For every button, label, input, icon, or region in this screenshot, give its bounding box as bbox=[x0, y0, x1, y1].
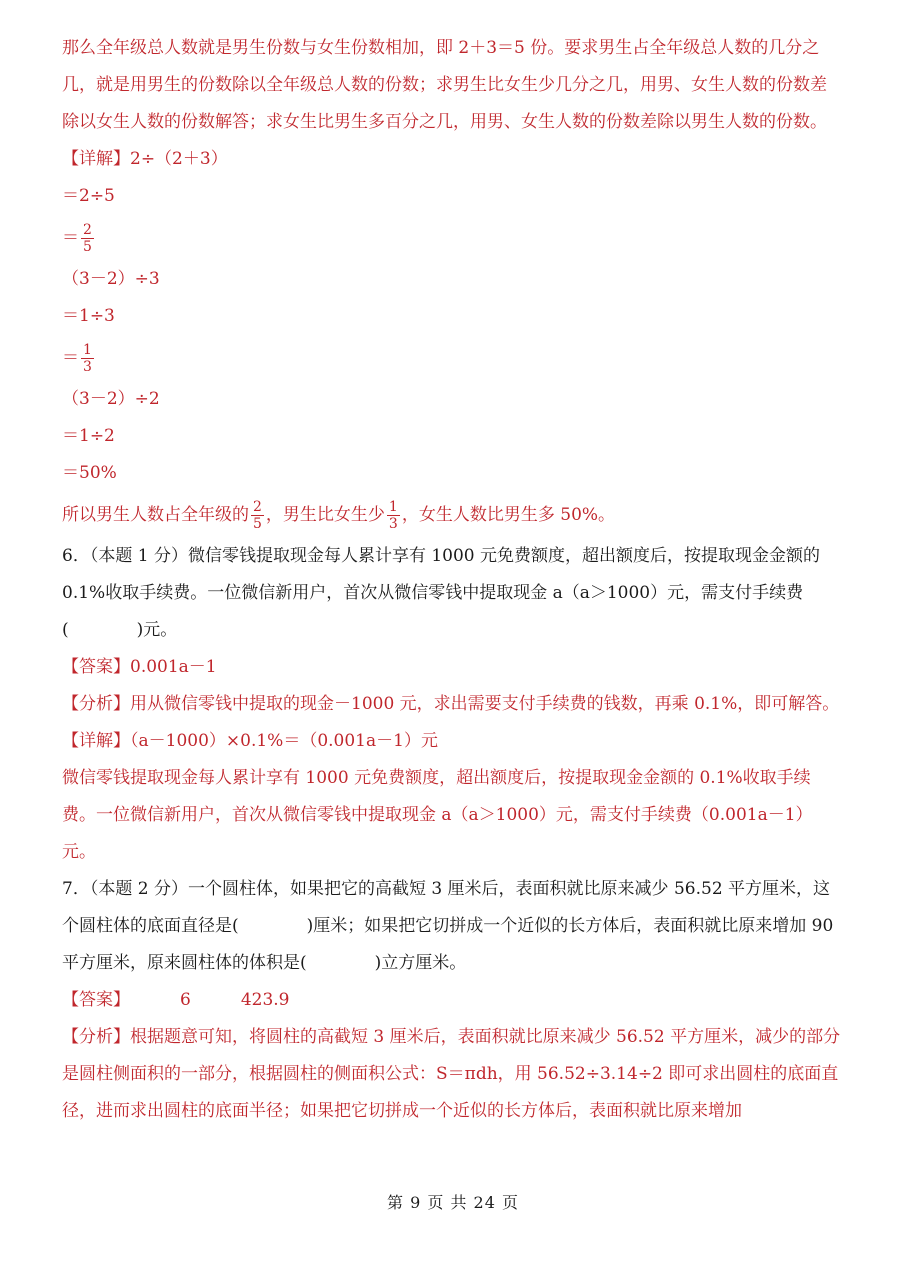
equals-sign: ＝ bbox=[62, 227, 79, 248]
numerator: 1 bbox=[83, 341, 92, 358]
q6-question: 6．（本题 1 分）微信零钱提取现金每人累计享有 1000 元免费额度，超出额度后，按提取现金金额的 0.1%收取手续费。一位微信新用户，首次从微信零钱中提取现金 a（a＞1000）元，需支付手续费( )元。 bbox=[62, 546, 821, 640]
conclusion-part: ，男生比女生少 bbox=[265, 504, 385, 525]
detail-expression: （a－1000）×0.1%＝（0.001a－1）元 bbox=[130, 731, 438, 751]
q6-answer-line bbox=[62, 649, 842, 686]
denominator: 5 bbox=[253, 515, 262, 532]
fraction-1-3 bbox=[81, 342, 94, 375]
detail-tag: 【详解】 bbox=[62, 731, 130, 751]
q7-answer-line bbox=[62, 982, 842, 1019]
denominator: 5 bbox=[83, 238, 92, 255]
q5-detail-line bbox=[62, 141, 842, 178]
analysis-tag: 【分析】 bbox=[62, 1027, 130, 1047]
denominator: 3 bbox=[83, 358, 92, 375]
q5-step: ＝1÷2 bbox=[62, 426, 115, 446]
q7-analysis bbox=[62, 1019, 842, 1130]
numerator: 2 bbox=[253, 498, 262, 515]
q5-step-fraction bbox=[62, 335, 842, 381]
q6-analysis bbox=[62, 686, 842, 723]
analysis-text: 根据题意可知，将圆柱的高截短 3 厘米后，表面积就比原来减少 56.52 平方厘米，减少的部分是圆柱侧面积的一部分，根据圆柱的侧面积公式：S＝πdh，用 56.52÷3.14÷2 即可求出圆柱的底面直径，进而求出圆柱的底面半径；如果把它切拼成一个近似的长方体后，表面积就比原来增加 bbox=[62, 1027, 841, 1121]
numerator: 1 bbox=[388, 498, 398, 515]
answer-value-2: 423.9 bbox=[240, 990, 290, 1010]
q6-detail-line bbox=[62, 723, 842, 760]
analysis-tag: 【分析】 bbox=[62, 694, 130, 714]
detail-expression: 2÷（2＋3） bbox=[130, 149, 228, 169]
fraction-1-3 bbox=[387, 499, 400, 532]
q5-step: ＝1÷3 bbox=[62, 306, 115, 326]
q5-step: （3－2）÷3 bbox=[62, 269, 160, 289]
page-footer: 第 9 页 共 24 页 bbox=[387, 1193, 519, 1212]
analysis-text: 用从微信零钱中提取的现金－1000 元，求出需要支付手续费的钱数，再乘 0.1%，即可解答。 bbox=[130, 694, 840, 714]
fraction-2-5 bbox=[251, 499, 264, 532]
answer-tag: 【答案】 bbox=[62, 990, 130, 1010]
detail-tag: 【详解】 bbox=[62, 149, 130, 169]
q5-step-fraction bbox=[62, 215, 842, 261]
q5-step: （3－2）÷2 bbox=[62, 389, 160, 409]
conclusion-part: ，女生人数比男生多 50%。 bbox=[401, 504, 616, 525]
intro-paragraph: 那么全年级总人数就是男生份数与女生份数相加，即 2＋3＝5 份。要求男生占全年级总人数的几分之几，就是用男生的份数除以全年级总人数的份数；求男生比女生少几分之几，用男、女生人数的份数差除以女生人数的份数解答；求女生比男生多百分之几，用男、女生人数的份数差除以男生人数的份数。 bbox=[62, 38, 827, 132]
q5-conclusion bbox=[62, 492, 842, 538]
conclusion-part: 所以男生人数占全年级的 bbox=[62, 504, 249, 525]
answer-value-1: 6 bbox=[180, 990, 191, 1010]
q5-step: ＝2÷5 bbox=[62, 186, 115, 206]
q6-restatement: 微信零钱提取现金每人累计享有 1000 元免费额度，超出额度后，按提取现金金额的 0.1%收取手续费。一位微信新用户，首次从微信零钱中提取现金 a（a＞1000）元，需支付手续费（0.001a－1）元。 bbox=[62, 768, 813, 862]
denominator: 3 bbox=[388, 515, 398, 532]
q5-step: ＝50% bbox=[62, 463, 117, 483]
q7-question: 7．（本题 2 分）一个圆柱体，如果把它的高截短 3 厘米后，表面积就比原来减少 56.52 平方厘米，这个圆柱体的底面直径是( )厘米；如果把它切拼成一个近似的长方体后，表面积就比原来增加 90 平方厘米，原来圆柱体的体积是( )立方厘米。 bbox=[62, 879, 834, 973]
answer-tag: 【答案】 bbox=[62, 657, 130, 677]
answer-value: 0.001a－1 bbox=[130, 657, 217, 677]
equals-sign: ＝ bbox=[62, 347, 79, 368]
numerator: 2 bbox=[83, 221, 92, 238]
fraction-2-5 bbox=[81, 222, 94, 255]
